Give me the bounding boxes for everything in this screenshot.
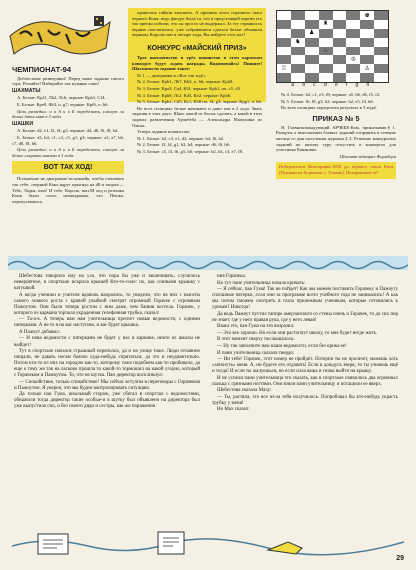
board-square: [319, 64, 333, 73]
board-square: [277, 29, 291, 38]
order-title: ПРИКАЗ № 5: [312, 113, 360, 123]
order-signature: Шахмат-адмирал Форнберн: [339, 153, 396, 159]
story-column-1: [14, 274, 200, 411]
story-paragraph: Но тут пане учительница начала кричать:: [217, 280, 306, 286]
board-square: [305, 20, 319, 29]
story-paragraph: И не успели пани учительница это сказать, как в спортзале появились два огромных пальца с грязными ногтями. Они взяли пани учительницу и потащили ее вверх.: [212, 375, 398, 387]
board-square: [346, 20, 360, 29]
contest-m4: № 4. Белые: Крh8, Лc2, Кd3, Кe2; черные: Крh6.: [137, 92, 232, 98]
winners-text: Победителем Викторины-1000 до первого этапа Катя (Пушкин из Хорватии, г. Усмань). Поздравляем её!: [279, 164, 393, 175]
middle-top-text: правилась тайком хихикать. А причина этого странного шага черного Коня: ведь фигуре была та, что в предстоящей партии его так крепко побили, что он просто не выдержал. За эту странность черные поплатились: уже собравшиеся сдаться белые объявили черному Королю мат в четыре хода. Вы найдете этот мат?: [132, 10, 262, 38]
bottom-illustration: [8, 528, 408, 560]
story-paragraph: — И нова ведомости с пятерками не будет у нас в кармане, никто из школы не выйдет!: [14, 336, 200, 348]
board-square: [360, 20, 374, 29]
chess-problem-b: Б. Белые: Кре8, Фf4, п. g7; черные: Крf6, п. b6.: [17, 101, 109, 107]
chess-piece: ♖: [281, 65, 287, 72]
board-square: [346, 47, 360, 56]
board-square: [305, 55, 319, 64]
move-title-box: [12, 161, 124, 174]
winners-box: [276, 162, 396, 178]
contest-c1: № 1. Белые: b2, c3, e1, d2; черные: b4, f6, h2.: [137, 135, 225, 141]
story-paragraph: ния Горачека.: [217, 274, 246, 279]
board-square: [360, 29, 374, 38]
chess-heading: ШАХМАТЫ: [12, 87, 41, 94]
story-paragraph: Шебестова говорила ему на ухо, что пора бы уже и заканчивать, случилось невероятное, в спортзале искрила крышей Кто-то-силе: их, как сонными крышку с катушкой.: [14, 274, 200, 292]
page-number: 29: [396, 555, 404, 562]
board-square: [360, 73, 374, 82]
board-square: [319, 55, 333, 64]
move-title: ВОТ ТАК ХОД!: [43, 164, 93, 172]
story-paragraph: — Ты, растяпа, это все из-за тебя получилось. Попробовал бы кто-нибудь украсть трубку у меня!: [212, 394, 398, 406]
board-square: [346, 29, 360, 38]
story-paragraph: Но Мах сказал:: [217, 407, 250, 413]
board-square: [374, 55, 388, 64]
board-square: [305, 11, 319, 20]
board-square: [333, 55, 347, 64]
story-banner: [8, 256, 408, 270]
board-square: [333, 47, 347, 56]
checkers-problem-a: А. Белые: d2, e1, f2, f4, g3; черные: d4, d6, f6, f8, h4.: [17, 128, 119, 134]
board-square: [374, 47, 388, 56]
board-square: [277, 11, 291, 20]
board-square: [305, 38, 319, 47]
chess-piece: ♜: [322, 21, 329, 28]
contest-m5: № 5. Белые: Крb2, Cd5, Кс1, Кh8 пп. f4, g3; черные: Крg1, п. h6.: [137, 99, 262, 105]
contest-c3: № 3. Белые: c5, f4, f6, g5, h6; черные: b2, b4, c3, e7, f8.: [137, 148, 244, 154]
checkers-heading: ШАШКИ: [12, 120, 34, 127]
middle-column: [132, 10, 262, 155]
right-problem-4: № 4. Белые: b2, с1, е3, f8; черные: а5, b6, d6, f5, f2.: [281, 92, 381, 97]
board-square: [277, 73, 291, 82]
board-square: [277, 47, 291, 56]
board-square: [374, 29, 388, 38]
right-column: [276, 92, 396, 179]
story-paragraph: — Ну так заполните нам наши ведомости, если без крика ее!: [217, 344, 347, 350]
board-square: [305, 47, 319, 56]
board-square: [333, 73, 347, 82]
intro-text: Доблестные разведчики! Перед вами задание пятого тура. Решайте! Набирайте так нужные очки!: [12, 75, 124, 87]
board-square: [291, 11, 305, 20]
story-paragraph: Да только пан Гума, школьный сторож, уже сбегал в спортзал с ведомостями, обнажили тогда директор такие особые-и в шутку был объявлено на директора был уже выпустила сил, и без своего дяди и сестры, как же поражения: [14, 392, 200, 410]
checkers-task: Теперь задание шашистам:: [137, 129, 190, 135]
contest-intro: Трех шахматистов в трёх шашистов в этом коротком конкурсе будут ждать награды. Вадимичайсь! Пишите! Шахматисти задание такое:: [132, 54, 262, 72]
chess-piece: ♙: [364, 65, 370, 72]
contest-m1: № 1 — диаграмма к «Вот так ход!»: [137, 72, 206, 78]
board-square: [291, 64, 305, 73]
board-square: [319, 29, 333, 38]
board-square: [319, 73, 333, 82]
board-square: [277, 55, 291, 64]
chess-goal: Цель разведки: и в А и в Б определить, смогут ли белые дать мат в 3 хода.: [12, 108, 124, 120]
board-square: [319, 11, 333, 20]
board-square: [374, 64, 388, 73]
contest-m3: № 3. Белые: Крa3, Сa4, Кf2; черные: Крb1, пп. c5, d3.: [137, 85, 242, 91]
board-square: [374, 73, 388, 82]
story-paragraph: И пани учительница сказала твердо:: [217, 350, 295, 356]
board-square: [374, 20, 388, 29]
chess-piece: ♔: [350, 56, 357, 63]
story-paragraph: Да ведь Пажоут пустил таппре амерзанского со стены очень и Горачек, то до сих пор не знает, где у него правая рука, где у него левая!: [212, 311, 398, 323]
board-square: [360, 38, 374, 47]
checkers-goal: Цель разведки: и в А и в Б определить, смогут ли белые сыграть вничью в 3 хода.: [12, 147, 124, 158]
story-paragraph: Ваши это, пан Гума на это возразил:: [217, 324, 295, 330]
story-paragraph: — Я сейчас, пан Гума! Так не пойдет! Как мы можем поставить Горачеку и Пажоуту сплошные пятерки, если они за программе всего учебного года не занимались! А как мы потом сможем смотреть в глаза прилежным ученикам, которые готовились к урокам? Никогда!: [212, 287, 398, 311]
chess-problem-a: А. Белые: Крf1, Лb2, Лс6; черные: Крh1, Сf4.: [17, 95, 106, 101]
board-square: [346, 38, 360, 47]
story-paragraph: В этот момент сверху послышалось:: [217, 337, 295, 343]
board-square: [291, 47, 305, 56]
board-square: [291, 29, 305, 38]
story-paragraph: А когда ученики и учителя вдоволь наорались, то увидели, что на них с высоты самого ловкого роста с кривой улыбкой смотрят огромный Горачек с огромным Пажоутом. Они были теперь ростом с ним даже, чем башня костела. Горачек, у которого из кармана торчала украденная телефонная трубка, сказал:: [14, 292, 200, 316]
board-square: [333, 11, 347, 20]
story-column-2: [212, 274, 398, 414]
chess-board: [276, 10, 389, 83]
contest-task: Во всех позициях белые начинают и дают мат в 2 хода. Звать задания в этих двух: Шаш, какой из белых сделать, а какой в этих задачах развлечения Арчибеба — Александра Мажукина из Омска.: [132, 105, 262, 128]
board-square: [333, 20, 347, 29]
board-square: [291, 73, 305, 82]
board-square: [346, 64, 360, 73]
board-square: [291, 20, 305, 29]
board-square: [277, 38, 291, 47]
story-paragraph: Тут в спортзале начался страшный переполох, да и на улице тоже. Люди отчаянно пищали, не давать ногам боязно куда-нибудь спрятаться, да это и неудивительно. Потом кто-то из них на городом как-то, которому тоже подобием как-то пробивало, да еще к тому же так на ласково прошла то какой-то тормошил на какой угодно, который с Горачеком и Пажоутом. То, что не шутка. Пан директор воскликнул:: [14, 349, 200, 379]
chess-piece: ♟: [309, 30, 315, 37]
checkers-problem-b: Б. Белые: а5, b4, с1, с3, с5, g1, g3; черные: а3, а7, b6, с7, d8, f8, h6.: [12, 134, 124, 146]
board-square: [333, 38, 347, 47]
board-square: [333, 64, 347, 73]
championship-title: ЧЕМПИОНАТ-94: [12, 64, 72, 74]
story-paragraph: А Пажоут добавил:: [19, 329, 60, 335]
contest-title: КОНКУРС «МАЙСКИЙ ПРИЗ»: [147, 44, 247, 52]
board-square: [360, 55, 374, 64]
story-paragraph: — Спокойствие, только спокойствие! Мы сейчас вступим в переговоры с Горачеком и Пажоутом. Я уверен, что мы будем контролировать ситуацию.: [14, 379, 200, 391]
board-square: [374, 38, 388, 47]
order-text: Я, Главнокомандующий АРЧЕБЕ-Ком, приказываю:§ 1. Рапорты о выполнении боевых заданий отправить в течение месяца со дня получения журнала.§ 2. Решение конкурсных заданий по пятому туру отпустить в конвертах для участника Кашковке.: [276, 124, 396, 153]
story-paragraph: — Та-а-к. А теперь нам нам учительница прочтет новые ведомости, с одними пятерками. А не то я на вас наступлю, и вас будет крышка.: [14, 317, 200, 329]
board-square: [305, 64, 319, 73]
board-square: [374, 11, 388, 20]
board-square: [319, 38, 333, 47]
board-square: [333, 29, 347, 38]
board-files: a b c d e f g h: [291, 82, 373, 88]
board-square: [360, 47, 374, 56]
chess-piece: ♞: [295, 39, 301, 46]
contest-c2: № 2. Белые: f2, f4, g1, h2, h4; черные: d6, f6, h6.: [137, 142, 231, 148]
chess-piece: ♘: [322, 48, 329, 54]
story-paragraph: Шебестова сказала Маху:: [217, 388, 272, 394]
contest-m2: № 2. Белые: Крh1, Лh7, Кh3, п. h6; черные: Крh8.: [137, 79, 234, 85]
board-square: [291, 55, 305, 64]
razvedchik-logo: [6, 10, 114, 60]
right-problem-5: № 5. Белые: f6, f8, g3, h2; черные: b2, е5, f4, h6.: [281, 98, 374, 104]
right-problem-task: Во всех позициях определить результат в 3 хода!: [281, 105, 377, 111]
left-column: [12, 10, 124, 205]
board-square: [346, 73, 360, 82]
board-square: [277, 20, 291, 29]
chess-piece: ♚: [364, 12, 370, 19]
move-text: Положение не диаграмме-полуянейк, чтобы отвоевать так себе: «черный Конь вдруг прыгнул на d8 и заорал:— Тебе, Ладья, шах! И тебе, Король, шах!И ход и реплика Коня были столь неожиданны, что Пешка, перепугавшись,: [12, 176, 124, 204]
story-paragraph: — Ни тебе! Горачек, этот номер не пройдёт. Потерпи ты не пролезет, можешь хоть «заткнуть» меня. А, ни будете его отдовать! Если я дождусь зверя, то ты узнаешь ещё и тогда! И если ты жалуешься, но если сила ваша и снова выйти на крышу.: [212, 357, 398, 375]
board-square: [346, 11, 360, 20]
story-paragraph: — Это все хорошо. Но если они растопчут школу, то мне будет негде жить.: [217, 330, 378, 336]
board-square: [305, 73, 319, 82]
